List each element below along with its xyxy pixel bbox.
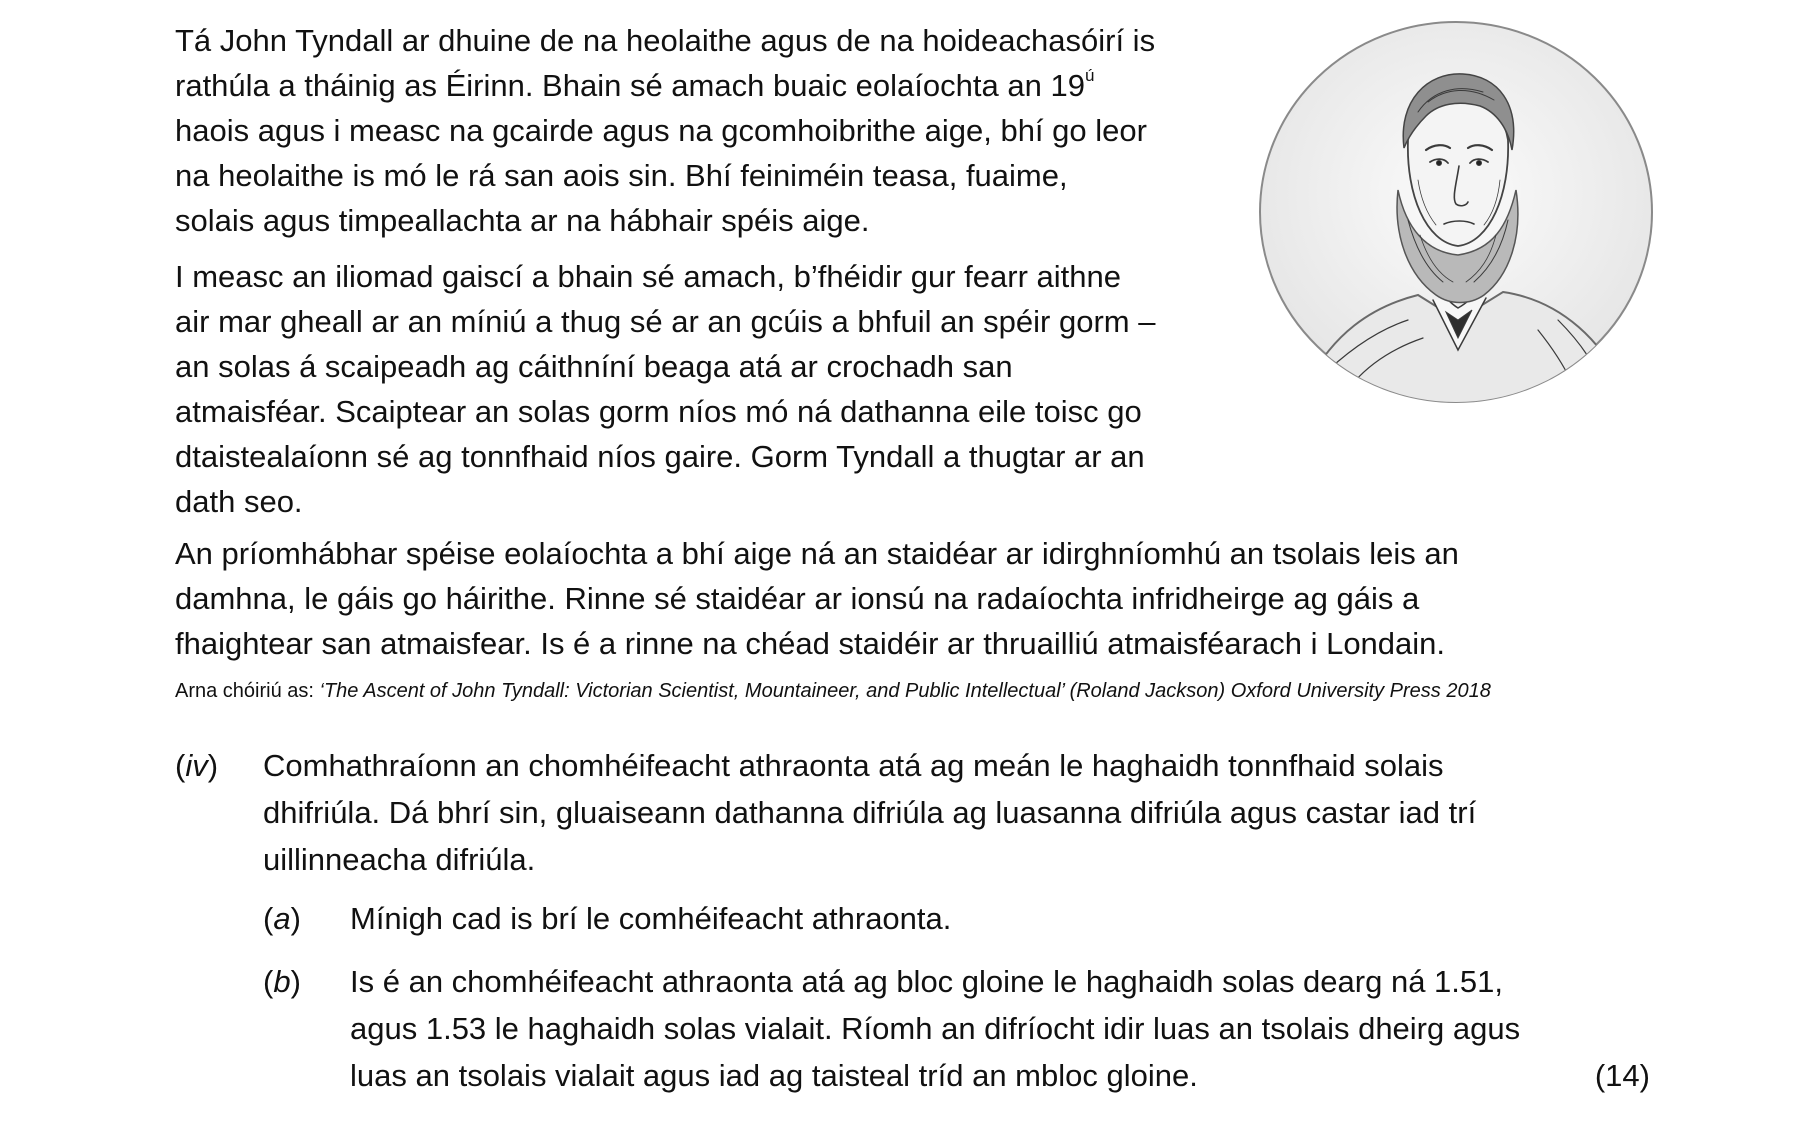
text-line: na heolaithe is mó le rá san aois sin. Bhí feiniméin teasa, fuaime, bbox=[175, 158, 1068, 193]
label-paren: ( bbox=[263, 964, 274, 999]
text-line: Mínigh cad is brí le comhéifeacht athraonta. bbox=[350, 901, 952, 936]
part-b-label bbox=[263, 958, 301, 1005]
source-title: ‘The Ascent of John Tyndall: Victorian Scientist, Mountaineer, and Public Intellectual’ (Roland Jackson) Oxford University Press 2018 bbox=[319, 680, 1491, 702]
text-line: Comhathraíonn an chomhéifeacht athraonta atá ag meán le haghaidh tonnfhaid solais bbox=[263, 748, 1444, 783]
question-iv-text bbox=[263, 742, 1683, 883]
paragraph-research bbox=[175, 531, 1635, 666]
text-line: an solas á scaipeadh ag cáithníní beaga atá ar crochadh san bbox=[175, 349, 1013, 384]
label-number: iv bbox=[185, 748, 208, 783]
text-line: agus 1.53 le haghaidh solas vialait. Ríomh an difríocht idir luas an tsolais dheirg agus bbox=[350, 1011, 1521, 1046]
text-line: Tá John Tyndall ar dhuine de na heolaithe agus de na hoideachasóirí is bbox=[175, 23, 1156, 58]
text-segment: rathúla a tháinig as Éirinn. Bhain sé amach buaic eolaíochta an 19 bbox=[175, 68, 1085, 103]
paragraph-introduction bbox=[175, 18, 1265, 243]
label-paren: ) bbox=[290, 901, 301, 936]
text-line: dtaistealaíonn sé ag tonnfhaid níos gaire. Gorm Tyndall a thugtar ar an bbox=[175, 439, 1145, 474]
marks-total: (14) bbox=[1594, 1058, 1650, 1093]
text-line: An príomhábhar spéise eolaíochta a bhí aige ná an staidéar ar idirghníomhú an tsolais leis an bbox=[175, 536, 1459, 571]
text-line: haois agus i measc na gcairde agus na gcomhoibrithe aige, bhí go leor bbox=[175, 113, 1147, 148]
question-iv-label bbox=[175, 742, 218, 789]
source-prefix: Arna chóiriú as: bbox=[175, 680, 320, 702]
part-a-text bbox=[350, 895, 1650, 942]
text-line: Is é an chomhéifeacht athraonta atá ag bloc gloine le haghaidh solas dearg ná 1.51, bbox=[350, 964, 1503, 999]
portrait-engraving-icon bbox=[1258, 20, 1654, 404]
part-b-text bbox=[350, 958, 1650, 1099]
text-line: atmaisféar. Scaiptear an solas gorm níos mó ná dathanna eile toisc go bbox=[175, 394, 1142, 429]
text-line: luas an tsolais vialait agus iad ag taisteal tríd an mbloc gloine. bbox=[350, 1058, 1198, 1093]
text-line: I measc an iliomad gaiscí a bhain sé amach, b’fhéidir gur fearr aithne bbox=[175, 259, 1121, 294]
text-line: fhaightear san atmaisfear. Is é a rinne na chéad staidéir ar thruailliú atmaisféarach i Londain. bbox=[175, 626, 1446, 661]
text-line: solais agus timpeallachta ar na hábhair spéis aige. bbox=[175, 203, 870, 238]
label-letter: b bbox=[273, 964, 291, 999]
text-line bbox=[175, 63, 1265, 108]
label-paren: ) bbox=[290, 964, 301, 999]
paragraph-blue-sky bbox=[175, 254, 1265, 524]
label-paren: ( bbox=[175, 748, 186, 783]
text-line: air mar gheall ar an míniú a thug sé ar an gcúis a bhfuil an spéir gorm – bbox=[175, 304, 1156, 339]
text-line: dhifriúla. Dá bhrí sin, gluaiseann dathanna difriúla ag luasanna difriúla agus castar iad trí bbox=[263, 795, 1477, 830]
label-paren: ( bbox=[263, 901, 274, 936]
source-citation bbox=[175, 678, 1491, 704]
label-letter: a bbox=[273, 901, 291, 936]
ordinal-suffix: ú bbox=[1084, 66, 1095, 85]
text-line: dath seo. bbox=[175, 484, 303, 519]
text-line: uillinneacha difriúla. bbox=[263, 842, 536, 877]
part-a-label bbox=[263, 895, 301, 942]
label-paren: ) bbox=[207, 748, 219, 783]
text-line: damhna, le gáis go háirithe. Rinne sé staidéar ar ionsú na radaíochta infridheirge ag gáis a bbox=[175, 581, 1420, 616]
